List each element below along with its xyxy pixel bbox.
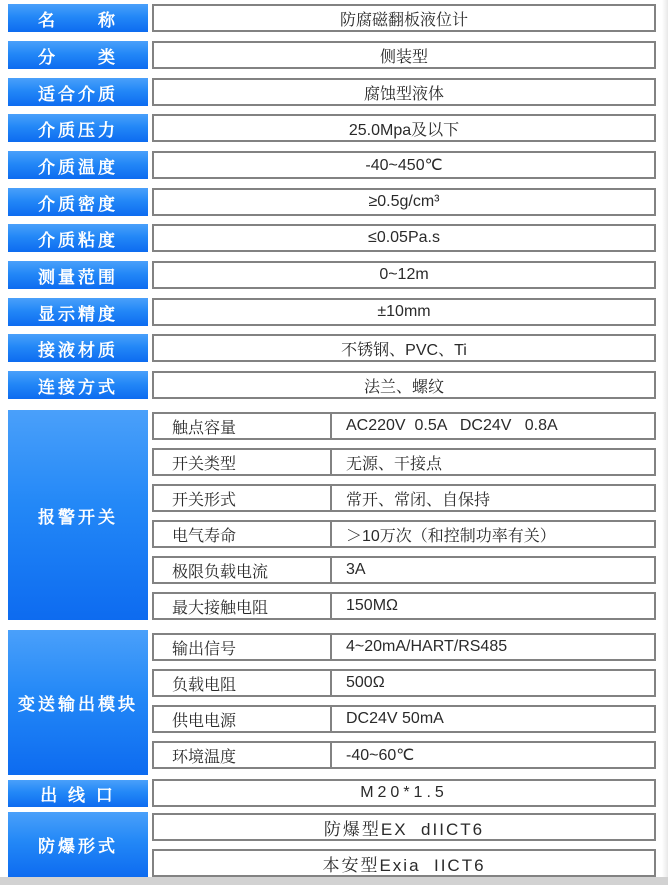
- row-label-name: 名 称: [8, 4, 148, 32]
- spec-value: 150MΩ: [330, 594, 654, 618]
- spec-value: DC24V 50mA: [330, 707, 654, 731]
- spec-value: AC220V 0.5A DC24V 0.8A: [330, 414, 654, 438]
- row-value-medium-pressure: 25.0Mpa及以下: [152, 114, 656, 142]
- row-value-cable-outlet: M20*1.5: [152, 779, 656, 807]
- spec-row-switch-form: [152, 484, 656, 512]
- row-label-medium-temperature: 介质温度: [8, 151, 148, 179]
- spec-row-load-resistance: [152, 669, 656, 697]
- spec-label: 开关类型: [172, 455, 237, 473]
- spec-value: ＞10万次（和控制功率有关）: [330, 522, 654, 546]
- row-value-medium-viscosity: ≤0.05Pa.s: [152, 224, 656, 252]
- spec-value: 常开、常闭、自保持: [330, 486, 654, 510]
- row-value-explosion-proof-ex: 防爆型EX dIICT6: [152, 813, 656, 841]
- spec-value: 无源、干接点: [330, 450, 654, 474]
- row-value-intrinsic-safety: 本安型Exia IICT6: [152, 849, 656, 877]
- row-label-display-accuracy: 显示精度: [8, 298, 148, 326]
- spec-row-limit-load-current: [152, 556, 656, 584]
- page-edge-right: [662, 0, 668, 877]
- spec-row-power-supply: [152, 705, 656, 733]
- row-value-suitable-medium: 腐蚀型液体: [152, 78, 656, 106]
- spec-value: 3A: [330, 558, 654, 582]
- spec-label: 极限负载电流: [172, 563, 269, 581]
- spec-value: 4~20mA/HART/RS485: [330, 635, 654, 659]
- row-label-cable-outlet: 出 线 口: [8, 780, 148, 807]
- spec-label: 输出信号: [172, 640, 237, 658]
- spec-label: 供电电源: [172, 712, 237, 730]
- spec-row-switch-type: [152, 448, 656, 476]
- row-label-suitable-medium: 适合介质: [8, 78, 148, 106]
- section-label-explosion-proof: 防爆形式: [8, 812, 148, 877]
- spec-label: 触点容量: [172, 419, 237, 437]
- row-label-measuring-range: 测量范围: [8, 261, 148, 289]
- spec-row-electrical-life: [152, 520, 656, 548]
- row-label-category: 分 类: [8, 41, 148, 69]
- spec-label: 环境温度: [172, 748, 237, 766]
- section-label-alarm-switch: 报警开关: [8, 410, 148, 620]
- row-value-medium-density: ≥0.5g/cm³: [152, 188, 656, 216]
- row-value-medium-temperature: -40~450℃: [152, 151, 656, 179]
- row-value-category: 侧装型: [152, 41, 656, 69]
- page-edge-bottom: [0, 877, 668, 885]
- spec-label: 开关形式: [172, 491, 237, 509]
- spec-row-output-signal: [152, 633, 656, 661]
- row-value-measuring-range: 0~12m: [152, 261, 656, 289]
- row-value-name: 防腐磁翻板液位计: [152, 4, 656, 32]
- spec-label: 电气寿命: [172, 527, 237, 545]
- spec-row-max-contact-resistance: [152, 592, 656, 620]
- spec-value: -40~60℃: [330, 743, 654, 767]
- spec-label: 负载电阻: [172, 676, 237, 694]
- row-value-connection-type: 法兰、螺纹: [152, 371, 656, 399]
- spec-value: 500Ω: [330, 671, 654, 695]
- row-label-wetted-material: 接液材质: [8, 334, 148, 362]
- spec-row-contact-capacity: [152, 412, 656, 440]
- row-label-connection-type: 连接方式: [8, 371, 148, 399]
- row-value-display-accuracy: ±10mm: [152, 298, 656, 326]
- row-label-medium-density: 介质密度: [8, 188, 148, 216]
- section-label-transmitter-module: 变送输出模块: [8, 630, 148, 775]
- spec-row-ambient-temperature: [152, 741, 656, 769]
- row-label-medium-pressure: 介质压力: [8, 114, 148, 142]
- row-label-medium-viscosity: 介质粘度: [8, 224, 148, 252]
- row-value-wetted-material: 不锈钢、PVC、Ti: [152, 334, 656, 362]
- spec-label: 最大接触电阻: [172, 599, 269, 617]
